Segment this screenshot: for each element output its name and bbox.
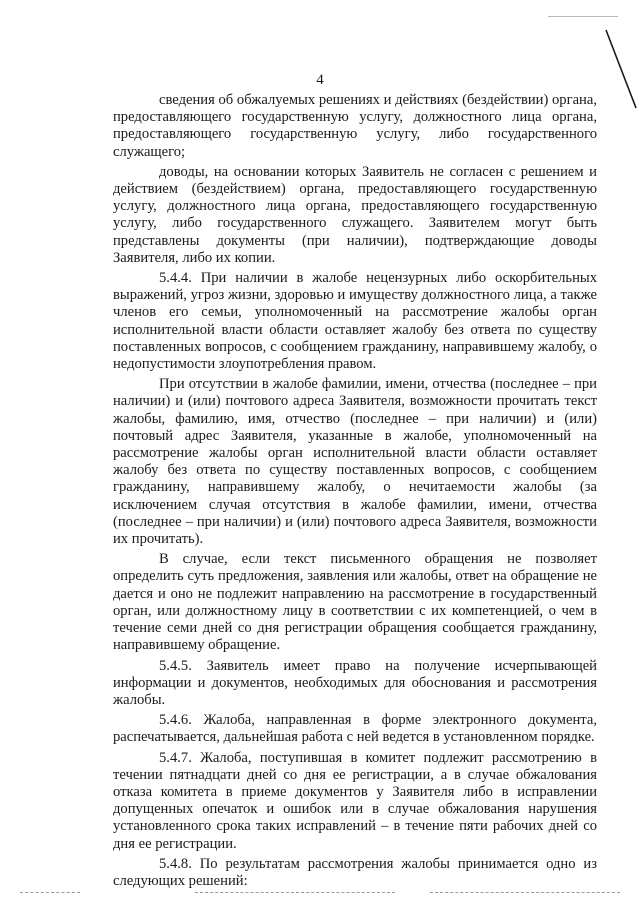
paragraph: 5.4.5. Заявитель имеет право на получение исчерпывающей информации и документов, необходимых для обоснования и рассмотрения жалобы. [113, 657, 597, 708]
scan-mark [604, 28, 638, 110]
page-number: 4 [316, 72, 324, 88]
paragraph: 5.4.8. По результатам рассмотрения жалобы принимается одно из следующих решений: [113, 855, 597, 889]
paragraph: При отсутствии в жалобе фамилии, имени, отчества (последнее – при наличии) и (или) почтового адреса Заявителя, возможности прочитать текст жалобы, фамилию, имя, отчество (последнее – при наличии) и (или) почтовый адрес Заявителя, указанные в жалобе, уполномоченный на рассмотрение жалобы орган исполнительной власти области оставляет жалобу без ответа по существу поставленных вопросов, с сообщением гражданину, направившему жалобу, о нечитаемости жалобы (за исключением случая отсутствия в жалобе фамилии, имени, отчества (последнее – при наличии) и (или) почтового адреса Заявителя, возможности их прочитать). [113, 376, 597, 548]
paragraph: сведения об обжалуемых решениях и действиях (бездействии) органа, предоставляющего государственную услугу, должностного лица органа, предоставляющего государственную услугу, либо государственного служащего; [113, 92, 597, 160]
scan-edge-bottom [20, 892, 80, 893]
paragraph: 5.4.6. Жалоба, направленная в форме электронного документа, распечатывается, дальнейшая работа с ней ведется в установленном порядке. [113, 712, 597, 746]
paragraph: 5.4.4. При наличии в жалобе нецензурных либо оскорбительных выражений, угроз жизни, здоровью и имуществу должностного лица, а также членов его семьи, уполномоченный на рассмотрение жалобы орган исполнительной власти области оставляет жалобу без ответа по существу поставленных вопросов, с сообщением гражданину, направившему жалобу, о недопустимости злоупотребления правом. [113, 270, 597, 373]
paragraph: 5.4.7. Жалоба, поступившая в комитет подлежит рассмотрению в течении пятнадцати дней со дня ее регистрации, а в случае обжалования отказа комитета в приеме документов у Заявителя либо в исправлении допущенных опечаток и ошибок или в случае обжалования нарушения установленного срока таких исправлений – в течение пяти рабочих дней со дня ее регистрации. [113, 749, 597, 852]
document-body [113, 92, 597, 893]
scan-edge-top [548, 16, 618, 17]
scan-edge-bottom [195, 892, 395, 893]
paragraph: доводы, на основании которых Заявитель не согласен с решением и действием (бездействием) органа, предоставляющего государственную услугу, должностного лица органа, предоставляющего государственную услугу, либо государственного служащего. Заявителем могут быть представлены документы (при наличии), подтверждающие доводы Заявителя, либо их копии. [113, 163, 597, 266]
paragraph: В случае, если текст письменного обращения не позволяет определить суть предложения, заявления или жалобы, ответ на обращение не дается и оно не подлежит направлению на рассмотрение в государственный орган, или должностному лицу в соответствии с их компетенцией, о чем в течение семи дней со дня регистрации обращения сообщается гражданину, направившему обращение. [113, 551, 597, 654]
scan-edge-bottom [430, 892, 620, 893]
